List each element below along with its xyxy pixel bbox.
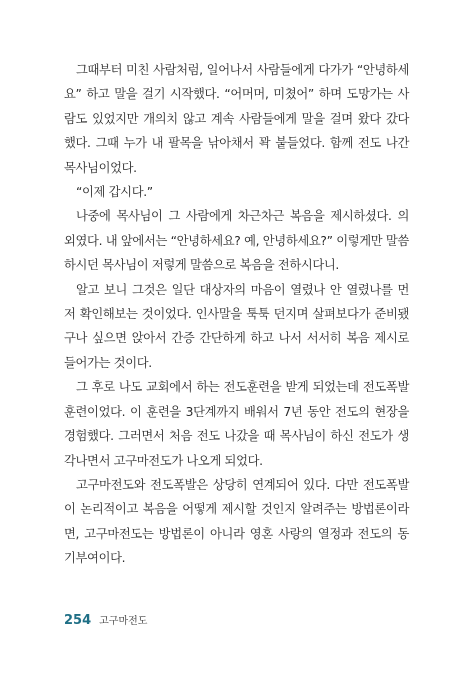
- text-line: 요” 하고 말을 걸기 시작했다. “어머머, 미쳤어” 하며 도망가는 사: [64, 87, 409, 102]
- text-line: 면, 고구마전도는 방법론이 아니라 영혼 사랑의 열정과 전도의 동: [64, 526, 409, 541]
- text-line: 기부여이다.: [64, 551, 126, 566]
- text-line: 고구마전도와 전도폭발은 상당히 연계되어 있다. 다만 전도폭발: [76, 477, 409, 492]
- paragraph: [64, 375, 409, 473]
- text-line: 구나 싶으면 앉아서 간증 간단하게 하고 나서 서서히 복음 제시로: [64, 331, 409, 346]
- text-line: 그 후로 나도 교회에서 하는 전도훈련을 받게 되었는데 전도폭발: [76, 380, 409, 395]
- text-line: 나중에 목사님이 그 사람에게 차근차근 복음을 제시하셨다. 의: [76, 209, 409, 224]
- text-line: 각나면서 고구마전도가 나오게 되었다.: [64, 453, 263, 468]
- running-title: 고구마전도: [99, 616, 148, 627]
- text-line: “이제 갑시다.”: [76, 185, 153, 200]
- page-footer: [64, 612, 147, 628]
- text-line: 저 확인해보는 것이었다. 인사말을 툭툭 던지며 살펴보다가 준비됐: [64, 307, 409, 322]
- text-line: 들어가는 것이다.: [64, 355, 152, 370]
- text-line: 훈련이었다. 이 훈련을 3단계까지 배워서 7년 동안 전도의 현장을: [64, 404, 409, 419]
- text-line: 그때부터 미친 사람처럼, 일어나서 사람들에게 다가가 “안녕하세: [76, 63, 409, 77]
- text-line: 외였다. 내 앞에서는 “안녕하세요? 예, 안녕하세요?” 이렇게만 말씀: [64, 233, 409, 248]
- paragraph: [64, 180, 409, 204]
- page-number: 254: [64, 613, 92, 628]
- text-line: 했다. 그때 누가 내 팔목을 낚아채서 꽉 붙들었다. 함께 전도 나간: [64, 136, 409, 151]
- text-line: 하시던 목사님이 저렇게 말씀으로 복음을 전하시다니.: [64, 258, 339, 273]
- paragraph: [64, 473, 409, 571]
- body-text: [64, 58, 409, 571]
- paragraph: [64, 58, 409, 180]
- paragraph: [64, 278, 409, 376]
- paragraph: [64, 204, 409, 277]
- text-line: 람도 있었지만 개의치 않고 계속 사람들에게 말을 걸며 왔다 갔다: [64, 111, 409, 126]
- text-line: 경험했다. 그러면서 처음 전도 나갔을 때 목사님이 하신 전도가 생: [64, 429, 409, 444]
- text-line: 이 논리적이고 복음을 어떻게 제시할 것인지 알려주는 방법론이라: [64, 502, 409, 517]
- text-line: 목사님이었다.: [64, 160, 137, 175]
- text-line: 알고 보니 그것은 일단 대상자의 마음이 열렸나 안 열렸나를 먼: [76, 282, 409, 297]
